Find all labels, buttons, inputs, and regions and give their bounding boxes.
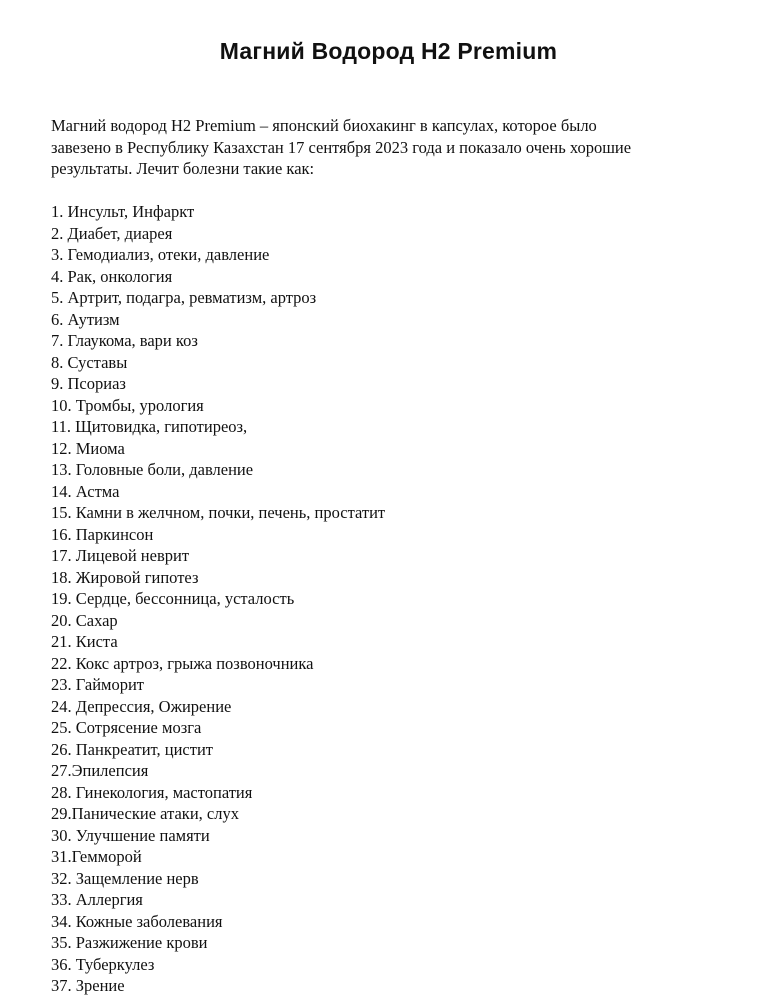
list-item: 19. Сердце, бессонница, усталость (51, 589, 295, 608)
list-item: 22. Кокс артроз, грыжа позвоночника (51, 653, 314, 673)
list-item: 11. Щитовидка, гипотиреоз, (51, 417, 248, 436)
list-item: 33. Аллергия (51, 890, 143, 909)
disease-list (51, 201, 385, 997)
intro-line: результаты. Лечит болезни такие как: (51, 159, 315, 178)
list-item: 2. Диабет, диарея (51, 223, 173, 243)
list-item: 24. Депрессия, Ожирение (51, 696, 232, 716)
list-item: 16. Паркинсон (51, 524, 154, 544)
list-item: 29.Панические атаки, слух (51, 804, 239, 823)
list-item: 8. Суставы (51, 352, 128, 372)
list-item: 14. Астма (51, 481, 120, 501)
intro-line: Магний водород H2 Premium – японский биохакинг в капсулах, которое было (51, 116, 597, 135)
list-item: 6. Аутизм (51, 309, 120, 329)
list-item: 9. Псориаз (51, 374, 126, 393)
list-item: 7. Глаукома, вари коз (51, 331, 198, 350)
list-item: 32. Защемление нерв (51, 868, 199, 888)
list-item: 31.Гемморой (51, 847, 142, 866)
list-item: 37. Зрение (51, 976, 125, 995)
list-item: 34. Кожные заболевания (51, 911, 223, 931)
list-item: 15. Камни в желчном, почки, печень, простатит (51, 503, 386, 522)
list-item: 28. Гинекология, мастопатия (51, 782, 253, 802)
list-item: 20. Сахар (51, 610, 118, 630)
list-item: 26. Панкреатит, цистит (51, 739, 214, 759)
list-item: 12. Миома (51, 438, 125, 458)
list-item: 10. Тромбы, урология (51, 395, 204, 415)
list-item: 30. Улучшение памяти (51, 825, 210, 845)
list-item: 21. Киста (51, 632, 118, 651)
intro-line: завезено в Республику Казахстан 17 сентября 2023 года и показало очень хорошие (51, 137, 632, 157)
list-item: 35. Разжижение крови (51, 933, 208, 952)
document-title: Магний Водород H2 Premium (219, 38, 558, 64)
list-item: 27.Эпилепсия (51, 761, 149, 780)
list-item: 17. Лицевой неврит (51, 546, 190, 565)
list-item: 1. Инсульт, Инфаркт (51, 202, 195, 221)
list-item: 13. Головные боли, давление (51, 460, 254, 479)
list-item: 4. Рак, онкология (51, 266, 173, 286)
list-item: 5. Артрит, подагра, ревматизм, артроз (51, 288, 317, 307)
list-item: 18. Жировой гипотез (51, 567, 199, 587)
list-item: 36. Туберкулез (51, 954, 155, 974)
list-item: 25. Сотрясение мозга (51, 718, 202, 737)
intro-paragraph (51, 115, 741, 180)
list-item: 3. Гемодиализ, отеки, давление (51, 245, 270, 264)
list-item: 23. Гайморит (51, 675, 145, 694)
